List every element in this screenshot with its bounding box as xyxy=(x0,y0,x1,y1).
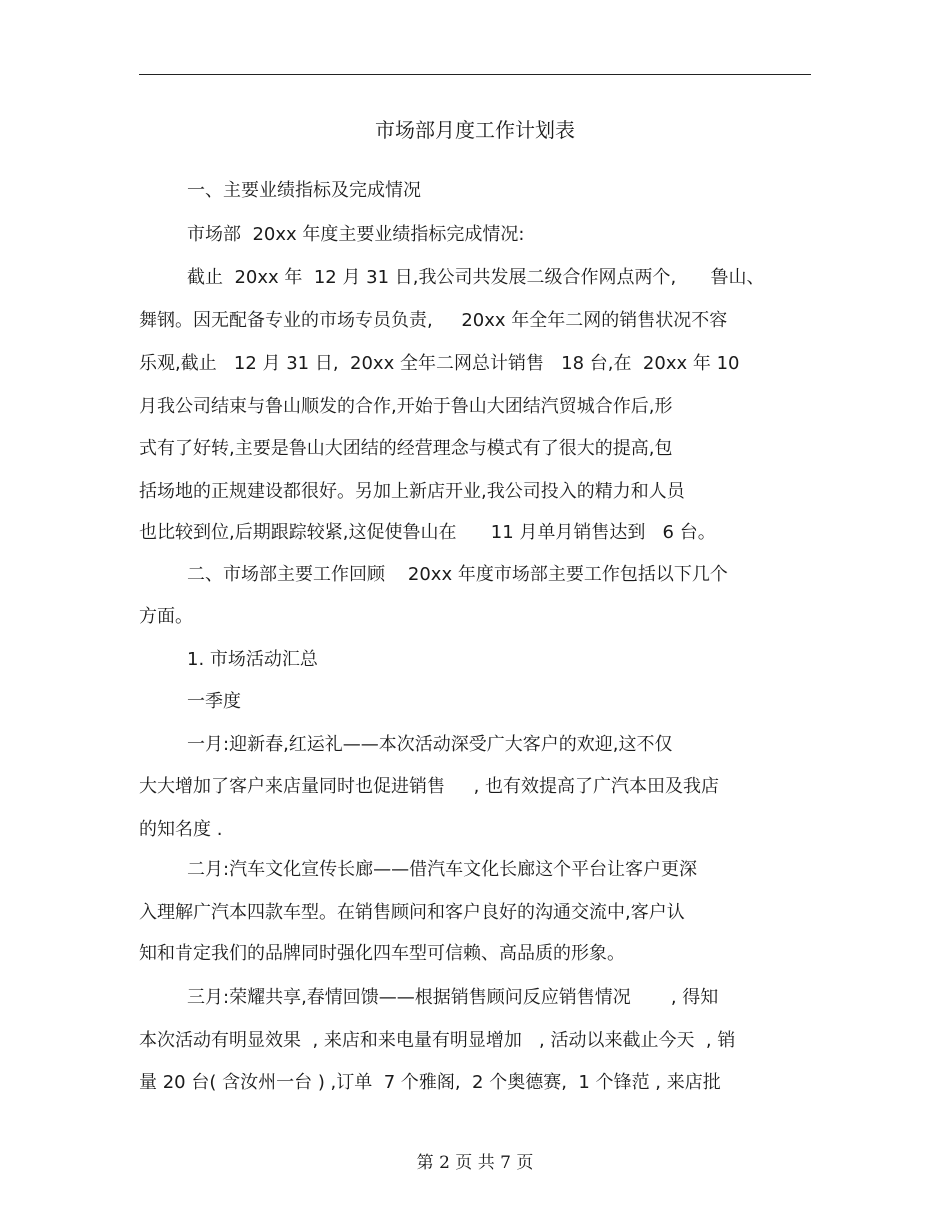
paragraph-line: 月我公司结束与鲁山顺发的合作,开始于鲁山大团结汽贸城合作后,形 xyxy=(139,396,673,417)
document-title: 市场部月度工作计划表 xyxy=(375,118,575,142)
paragraph-line: 的知名度 . xyxy=(139,819,223,840)
paragraph-line: 入理解广汽本四款车型。在销售顾问和客户良好的沟通交流中,客户认 xyxy=(139,902,685,923)
quarter-heading: 一季度 xyxy=(187,691,241,712)
paragraph-line: 一月:迎新春,红运礼——本次活动深受广大客户的欢迎,这不仅 xyxy=(187,734,673,755)
paragraph-line: 大大增加了客户来店量同时也促进销售 , 也有效提高了广汽本田及我店 xyxy=(139,776,720,797)
paragraph-line: 二月:汽车文化宣传长廊——借汽车文化长廊这个平台让客户更深 xyxy=(187,859,698,880)
paragraph-line: 也比较到位,后期跟踪较紧,这促使鲁山在 11 月单月销售达到 6 台。 xyxy=(139,522,716,543)
paragraph-line: 式有了好转,主要是鲁山大团结的经营理念与模式有了很大的提高,包 xyxy=(139,438,673,459)
paragraph-line: 截止 20xx 年 12 月 31 日,我公司共发展二级合作网点两个, 鲁山、 xyxy=(187,267,765,288)
subsection-heading: 1. 市场活动汇总 xyxy=(187,649,318,670)
paragraph-line: 知和肯定我们的品牌同时强化四车型可信赖、高品质的形象。 xyxy=(139,943,625,964)
header-rule xyxy=(139,74,811,75)
page-number: 第 2 页 共 7 页 xyxy=(416,1153,534,1173)
paragraph-line: 括场地的正规建设都很好。另加上新店开业,我公司投入的精力和人员 xyxy=(139,481,685,502)
paragraph-line: 舞钢。因无配备专业的市场专员负责, 20xx 年全年二网的销售状况不容 xyxy=(139,310,728,331)
paragraph-line: 三月:荣耀共享,春情回馈——根据销售顾问反应销售情况 , 得知 xyxy=(187,987,719,1008)
section-heading: 一、主要业绩指标及完成情况 xyxy=(187,180,421,201)
section-heading: 二、市场部主要工作回顾 20xx 年度市场部主要工作包括以下几个 xyxy=(187,564,728,585)
paragraph-line: 乐观,截止 12 月 31 日, 20xx 全年二网总计销售 18 台,在 20xx 年 10 xyxy=(139,353,740,374)
paragraph-line: 方面。 xyxy=(139,606,193,627)
paragraph-line: 量 20 台( 含汝州一台 ) ,订单 7 个雅阁, 2 个奥德赛, 1 个锋范 , 来店批 xyxy=(139,1072,721,1093)
paragraph-line: 市场部 20xx 年度主要业绩指标完成情况: xyxy=(187,224,525,245)
paragraph-line: 本次活动有明显效果 , 来店和来电量有明显增加 , 活动以来截止今天 , 销 xyxy=(139,1030,736,1051)
